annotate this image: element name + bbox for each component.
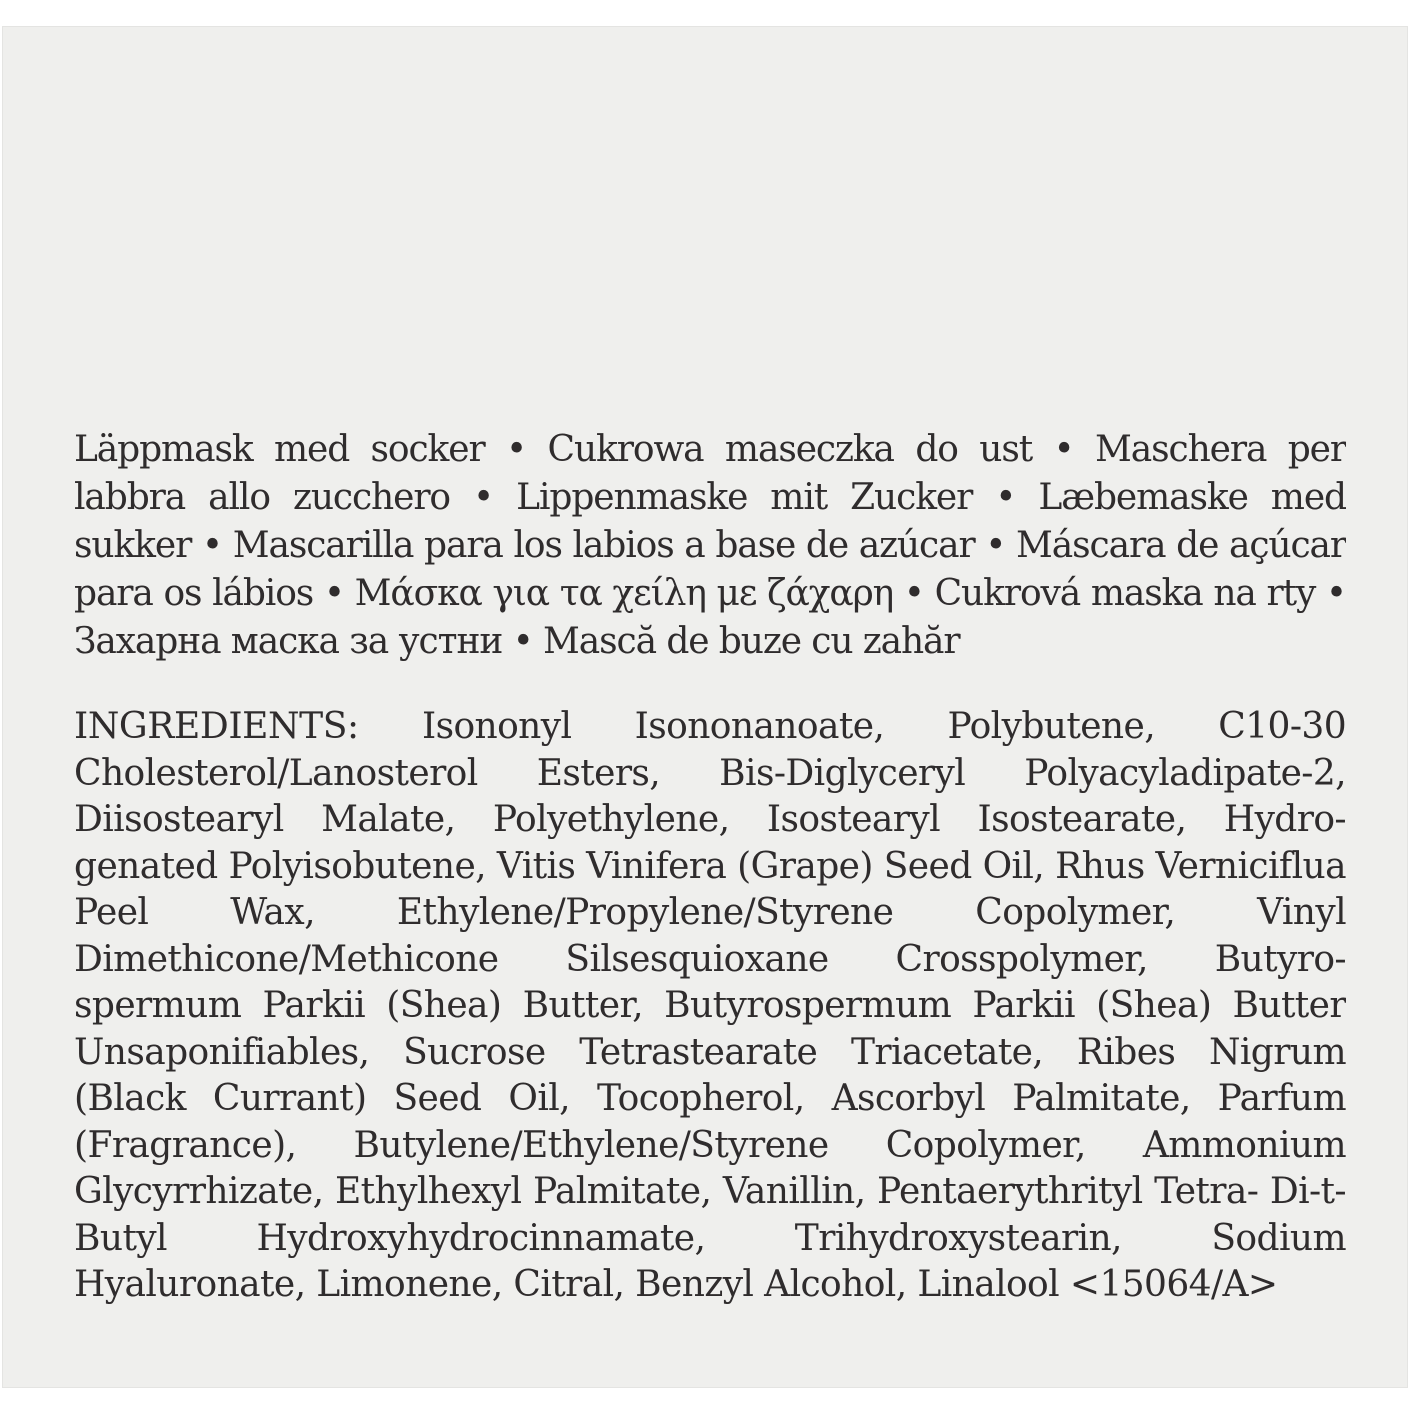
ingredients-list: Isononyl Isononanoate, Polybutene, C10-30 Cholesterol/Lanosterol Esters, Bis-Diglyceryl Polyacyladipate-2, Diisostearyl Malate, Polyethylene, Isostearyl Isostearate, Hydro- genated Polyisobutene, Vitis Vinifera (Grape) Seed Oil, Rhus Verniciflua Peel Wax, Ethylene/Propylene/Styrene Copolymer, Vinyl Dimethicone/Methicone Silsesquioxane Crosspolymer, Butyro- spermum Parkii (Shea) Butter, Butyrospermum Parkii (Shea) Butter Unsaponifiables, Sucrose Tetrastearate Triacetate, Ribes Nigrum (Black Currant) Seed Oil, Tocopherol, Ascorbyl Palmitate, Parfum (Fragrance), Butylene/Ethylene/Styrene Copolymer, Ammonium Glycyrrhizate, Ethylhexyl Palmitate, Vanillin, Pentaerythrityl Tetra- Di-t-Butyl Hydroxyhydrocinnamate, Trihydroxystearin, Sodium Hyaluronate, Limonene, Citral, Benzyl Alcohol, Linalool <15064/A> <box>74 706 1346 1305</box>
ingredients-block <box>74 704 1346 1324</box>
product-name-translations: Läppmask med socker • Cukrowa maseczka do ust • Maschera per labbra allo zucchero • Lippenmaske mit Zucker • Læbemaske med sukker • Mascarilla para los labios a base de azúcar • Máscara de açúcar para os lábios • Μάσκα για τα χείλη με ζάχαρη • Cukrová maska na rty • Захарна маска за устни • Mască de buze cu zahăr <box>74 429 1346 662</box>
ingredients-label: INGREDIENTS: <box>74 706 359 747</box>
